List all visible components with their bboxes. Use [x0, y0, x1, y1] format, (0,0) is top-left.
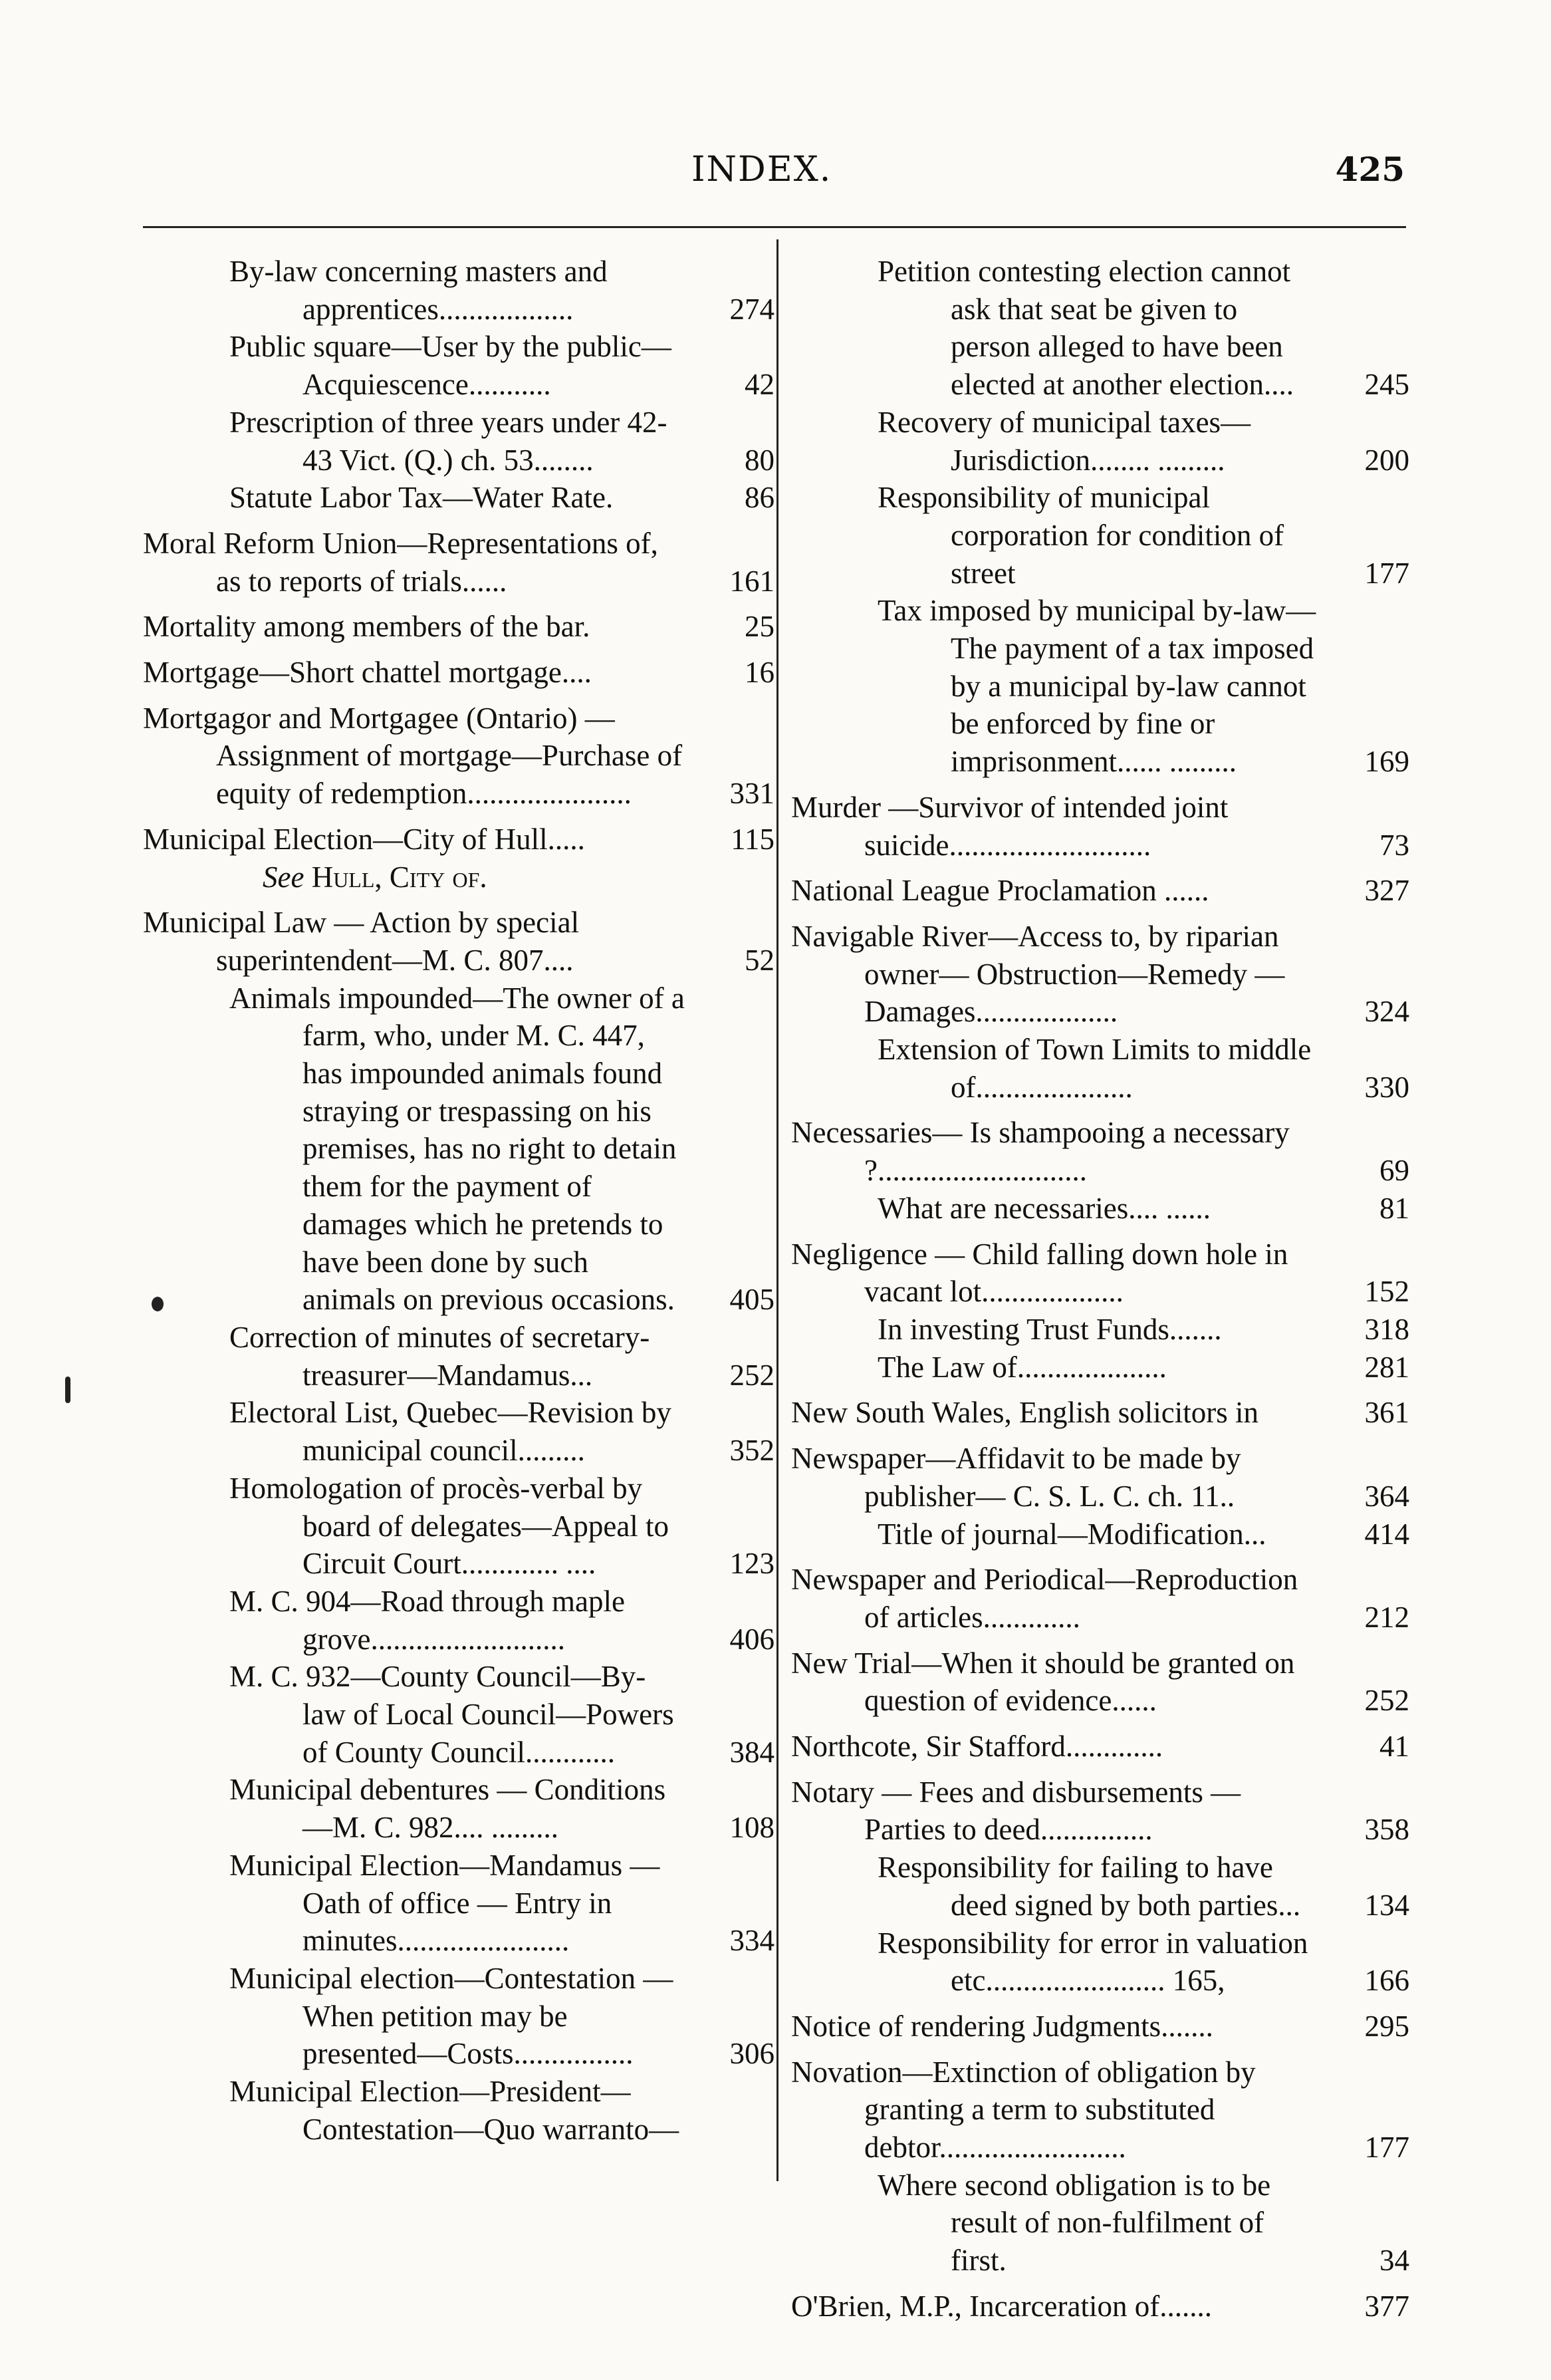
entry-page-number: 34 [1379, 2244, 1409, 2278]
entry-text: Statute Labor Tax—Water Rate. [229, 481, 614, 515]
entry-text: Correction of minutes of secretary-treasurer—Mandamus... [229, 1320, 650, 1392]
index-subentry [143, 404, 775, 479]
entry-page-number: 134 [1364, 1888, 1409, 1922]
entry-text: Electoral List, Quebec—Revision by municipal council......... [229, 1396, 671, 1468]
entry-page-number: 166 [1364, 1964, 1409, 1998]
index-entry [791, 1394, 1409, 1432]
entry-page-number: 169 [1364, 745, 1409, 779]
index-entry [791, 1561, 1409, 1636]
header-rule [143, 226, 1406, 228]
entry-text: M. C. 904—Road through maple grove.......................... [229, 1584, 625, 1656]
entry-text: Extension of Town Limits to middle of..................... [878, 1033, 1312, 1104]
entry-page-number: 152 [1364, 1275, 1409, 1309]
entry-text: Municipal Law — Action by special superintendent—M. C. 807.... [143, 906, 580, 977]
entry-page-number: 384 [729, 1735, 775, 1769]
index-entry [791, 789, 1409, 864]
see-also-reference [143, 859, 775, 896]
index-subentry [143, 2073, 775, 2148]
index-subentry [143, 1847, 775, 1960]
index-subentry [143, 1771, 775, 1846]
index-entry [791, 1728, 1409, 1766]
index-subentry [791, 253, 1409, 404]
index-subentry [143, 1470, 775, 1583]
entry-page-number: 161 [729, 564, 775, 598]
entry-text: National League Proclamation ...... [791, 874, 1209, 908]
index-subentry [791, 1031, 1409, 1106]
index-entry [143, 608, 775, 646]
entry-text: Tax imposed by municipal by-law—The payment of a tax imposed by a municipal by-law cannot be enforced by fine or imprisonment...... ......... [878, 594, 1316, 779]
entry-text: Newspaper—Affidavit to be made by publisher— C. S. L. C. ch. 11.. [791, 1442, 1241, 1513]
entry-text: Notary — Fees and disbursements — Parties to deed............... [791, 1775, 1241, 1847]
entry-page-number: 331 [729, 777, 775, 811]
entry-page-number: 108 [729, 1811, 775, 1845]
entry-text: Municipal election—Contestation —When petition may be presented—Costs................ [229, 1961, 673, 2071]
entry-page-number: 177 [1364, 2131, 1409, 2165]
entry-text: Prescription of three years under 42-43 Vict. (Q.) ch. 53........ [229, 405, 667, 477]
entry-page-number: 405 [729, 1283, 775, 1317]
index-entry [791, 872, 1409, 910]
index-subentry [791, 404, 1409, 479]
entry-page-number: 252 [1364, 1684, 1409, 1718]
margin-mark [65, 1377, 70, 1403]
index-subentry [791, 1311, 1409, 1349]
entry-page-number: 73 [1379, 828, 1409, 862]
entry-page-number: 115 [731, 822, 775, 856]
index-subentry [143, 980, 775, 1319]
index-subentry [791, 1349, 1409, 1387]
entry-page-number: 377 [1364, 2289, 1409, 2323]
entry-page-number: 327 [1364, 874, 1409, 908]
column-divider [776, 239, 778, 2181]
entry-page-number: 42 [745, 368, 775, 402]
index-column-left [143, 253, 775, 2148]
entry-text: Municipal debentures — Conditions—M. C. 982.... ......... [229, 1773, 666, 1845]
entry-text: Municipal Election—City of Hull..... [143, 822, 585, 856]
index-entry [791, 1774, 1409, 1849]
entry-page-number: 212 [1364, 1600, 1409, 1634]
page-header [0, 150, 1551, 203]
entry-page-number: 41 [1379, 1730, 1409, 1764]
entry-text: New Trial—When it should be granted on question of evidence...... [791, 1646, 1295, 1718]
entry-text: Animals impounded—The owner of a farm, who, under M. C. 447, has impounded animals found straying or trespassing on his premises, has no right to detain them for the payment of damages which he pretends to have been done by such animals on previous occasions. [229, 981, 685, 1317]
index-subentry [143, 479, 775, 517]
index-subentry [143, 1960, 775, 2073]
entry-page-number: 352 [729, 1434, 775, 1468]
index-subentry [791, 1849, 1409, 1924]
entry-text: Murder —Survivor of intended joint suicide........................... [791, 790, 1229, 862]
entry-text: Newspaper and Periodical—Reproduction of articles............. [791, 1563, 1298, 1634]
index-subentry [791, 1924, 1409, 2000]
entry-page-number: 16 [745, 656, 775, 690]
index-entry [791, 1236, 1409, 1311]
entry-text: Northcote, Sir Stafford............. [791, 1730, 1163, 1764]
entry-text: Homologation of procès-verbal by board of delegates—Appeal to Circuit Court............. .... [229, 1471, 669, 1581]
index-subentry [791, 1516, 1409, 1553]
index-entry [791, 2288, 1409, 2325]
entry-text: Where second obligation is to be result of non-fulfilment of first. [878, 2168, 1271, 2278]
entry-page-number: 200 [1364, 443, 1409, 477]
entry-text: Municipal Election—Mandamus — Oath of office — Entry in minutes....................... [229, 1848, 660, 1958]
entry-text: Necessaries— Is shampooing a necessary ?............................ [791, 1116, 1290, 1188]
entry-page-number: 81 [1379, 1191, 1409, 1225]
entry-page-number: 252 [729, 1358, 775, 1392]
index-entry [791, 918, 1409, 1031]
index-subentry [791, 479, 1409, 592]
entry-page-number: 295 [1364, 2009, 1409, 2043]
entry-text: Title of journal—Modification... [878, 1517, 1266, 1551]
entry-text: Responsibility for failing to have deed signed by both parties... [878, 1851, 1301, 1922]
entry-text: Petition contesting election cannot ask that seat be given to person alleged to have been elected at another election.... [878, 255, 1294, 402]
entry-page-number: 281 [1364, 1350, 1409, 1384]
entry-page-number: 25 [745, 610, 775, 644]
entry-page-number: 123 [729, 1547, 775, 1581]
index-entry [791, 1645, 1409, 1720]
entry-page-number: 80 [745, 443, 775, 477]
index-subentry [143, 1394, 775, 1469]
entry-text: Moral Reform Union—Representations of, as to reports of trials...... [143, 526, 658, 598]
entry-page-number: 330 [1364, 1070, 1409, 1104]
entry-text: Public square—User by the public—Acquiescence........... [229, 330, 671, 402]
index-entry [143, 821, 775, 859]
entry-page-number: 245 [1364, 368, 1409, 402]
entry-page-number: 52 [745, 943, 775, 977]
entry-text: Responsibility of municipal corporation for condition of street [878, 481, 1284, 590]
entry-text: The Law of.................... [878, 1350, 1167, 1384]
index-subentry [791, 2167, 1409, 2280]
entry-text: What are necessaries.... ...... [878, 1191, 1211, 1225]
index-subentry [143, 1319, 775, 1394]
entry-text: Notice of rendering Judgments....... [791, 2009, 1213, 2043]
entry-text: Novation—Extinction of obligation by granting a term to substituted debtor......................... [791, 2055, 1256, 2165]
page-number: 425 [1335, 150, 1405, 189]
index-entry [791, 2008, 1409, 2046]
entry-page-number: 69 [1379, 1154, 1409, 1188]
entry-text: By-law concerning masters and apprentices.................. [229, 255, 608, 326]
entry-text: M. C. 932—County Council—By-law of Local Council—Powers of County Council............ [229, 1660, 674, 1769]
index-entry [143, 525, 775, 600]
entry-page-number: 274 [729, 292, 775, 326]
entry-page-number: 86 [745, 481, 775, 515]
entry-page-number: 358 [1364, 1813, 1409, 1847]
entry-text: Navigable River—Access to, by riparian owner— Obstruction—Remedy —Damages................... [791, 919, 1285, 1029]
entry-page-number: 406 [729, 1622, 775, 1656]
see-label: See [263, 860, 312, 894]
entry-page-number: 364 [1364, 1479, 1409, 1513]
index-subentry [143, 253, 775, 328]
entry-text: Mortgage—Short chattel mortgage.... [143, 656, 592, 690]
entry-text: New South Wales, English solicitors in [791, 1396, 1259, 1430]
index-subentry [791, 592, 1409, 781]
entry-page-number: 334 [729, 1924, 775, 1958]
entry-page-number: 318 [1364, 1312, 1409, 1346]
entry-text: O'Brien, M.P., Incarceration of....... [791, 2289, 1212, 2323]
index-subentry [791, 1190, 1409, 1228]
entry-page-number: 414 [1364, 1517, 1409, 1551]
entry-text: Municipal Election—President—Contestation—Quo warranto— [229, 2075, 679, 2146]
index-entry [791, 1440, 1409, 1515]
entry-page-number: 361 [1364, 1396, 1409, 1430]
index-subentry [143, 328, 775, 403]
index-entry [791, 1114, 1409, 1189]
entry-text: Negligence — Child falling down hole in vacant lot................... [791, 1237, 1288, 1309]
index-entry [791, 2053, 1409, 2167]
entry-text: Responsibility for error in valuation etc........................ 165, [878, 1926, 1308, 1998]
entry-page-number: 306 [729, 2037, 775, 2071]
entry-text: Mortality among members of the bar. [143, 610, 590, 644]
index-entry [143, 700, 775, 813]
see-target: Hull, City of. [311, 860, 487, 894]
index-entry [143, 904, 775, 979]
index-column-right [791, 253, 1409, 2325]
entry-page-number: 177 [1364, 556, 1409, 590]
entry-page-number: 324 [1364, 995, 1409, 1029]
index-entry [143, 654, 775, 692]
page-title: INDEX. [691, 150, 832, 190]
index-subentry [143, 1583, 775, 1658]
entry-text: Mortgagor and Mortgagee (Ontario) — Assignment of mortgage—Purchase of equity of redemption...................... [143, 701, 683, 811]
index-subentry [143, 1658, 775, 1771]
entry-text: Recovery of municipal taxes—Jurisdiction........ ......... [878, 405, 1251, 477]
entry-text: In investing Trust Funds....... [878, 1312, 1222, 1346]
